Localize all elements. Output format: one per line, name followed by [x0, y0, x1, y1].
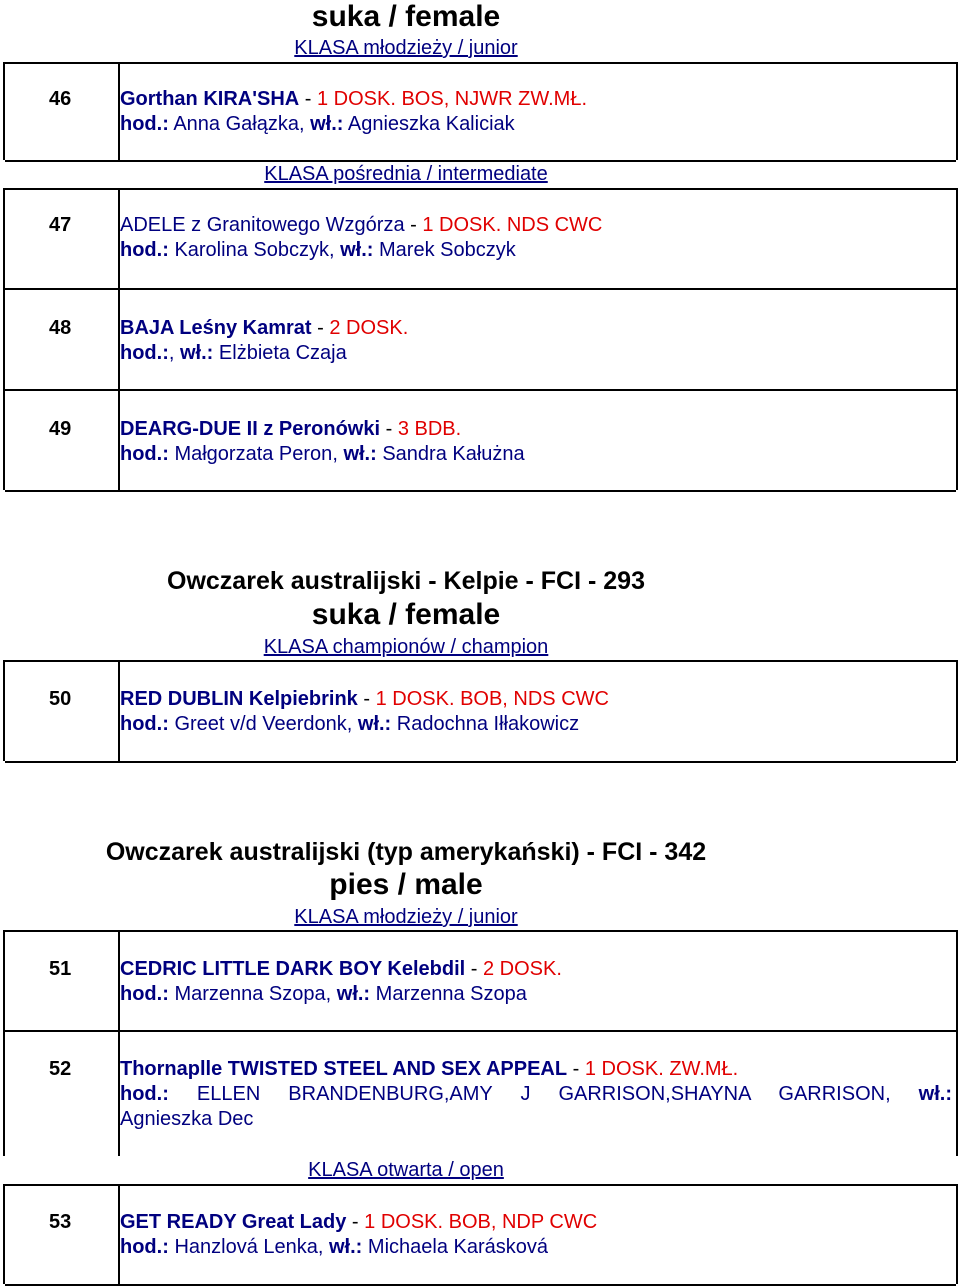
sex-heading: suka / female [311, 598, 501, 631]
results-table [3, 188, 958, 490]
results-table [3, 1184, 958, 1284]
class-heading: KLASA otwarta / open [308, 1159, 504, 1181]
class-heading: KLASA młodzieży / junior [294, 37, 518, 59]
table-row [5, 662, 956, 763]
table-row [5, 1032, 956, 1158]
table-row [5, 932, 956, 1032]
class-heading: KLASA pośrednia / intermediate [264, 163, 548, 185]
entry-number: 49 [49, 418, 72, 440]
owner-line: hod.: Małgorzata Peron, wł.: Sandra Kałużna [120, 443, 525, 465]
table-row [5, 290, 956, 391]
breed-heading: Owczarek australijski (typ amerykański) - FCI - 342 [105, 838, 707, 866]
owner-line: hod.: Anna Gałązka, wł.: Agnieszka Kaliciak [120, 113, 515, 135]
entry-number: 51 [49, 958, 72, 980]
entry-number: 48 [49, 317, 72, 339]
dog-line: DEARG-DUE II z Peronówki - 3 BDB. [120, 418, 462, 440]
owner-line: hod.: Marzenna Szopa, wł.: Marzenna Szopa [120, 983, 527, 1005]
results-table [3, 62, 958, 160]
dog-line: ADELE z Granitowego Wzgórza - 1 DOSK. NDS CWC [120, 214, 603, 236]
owner-line: hod.: ELLEN BRANDENBURG,AMY J GARRISON,SHAYNA GARRISON, wł.: [120, 1083, 952, 1105]
entry-number: 53 [49, 1211, 72, 1233]
owner-line: hod.: Hanzlová Lenka, wł.: Michaela Karásková [120, 1236, 548, 1258]
table-row [5, 64, 956, 162]
table-row [5, 1186, 956, 1286]
entry-number: 47 [49, 214, 72, 236]
dog-line: Gorthan KIRA'SHA - 1 DOSK. BOS, NJWR ZW.MŁ. [120, 88, 588, 110]
entry-number: 50 [49, 688, 72, 710]
breed-heading: Owczarek australijski - Kelpie - FCI - 293 [167, 567, 645, 595]
table-row [5, 190, 956, 290]
results-table [3, 660, 958, 761]
entry-number: 52 [49, 1058, 72, 1080]
dog-line: BAJA Leśny Kamrat - 2 DOSK. [120, 317, 409, 339]
dog-line: RED DUBLIN Kelpiebrink - 1 DOSK. BOB, NDS CWC [120, 688, 609, 710]
owner-line: hod.:, wł.: Elżbieta Czaja [120, 342, 347, 364]
table-row [5, 391, 956, 492]
dog-line: Thornaplle TWISTED STEEL AND SEX APPEAL - 1 DOSK. ZW.MŁ. [120, 1058, 739, 1080]
owner-line: hod.: Greet v/d Veerdonk, wł.: Radochna Iłłakowicz [120, 713, 580, 735]
class-heading: KLASA młodzieży / junior [294, 906, 518, 928]
dog-line: CEDRIC LITTLE DARK BOY Kelebdil - 2 DOSK. [120, 958, 562, 980]
sex-heading: pies / male [329, 868, 483, 901]
owner-line: Agnieszka Dec [120, 1108, 254, 1130]
dog-line: GET READY Great Lady - 1 DOSK. BOB, NDP CWC [120, 1211, 598, 1233]
class-heading: KLASA championów / champion [263, 636, 549, 658]
owner-line: hod.: Karolina Sobczyk, wł.: Marek Sobczyk [120, 239, 516, 261]
results-table [3, 930, 958, 1156]
sex-heading: suka / female [311, 0, 501, 33]
entry-number: 46 [49, 88, 72, 110]
